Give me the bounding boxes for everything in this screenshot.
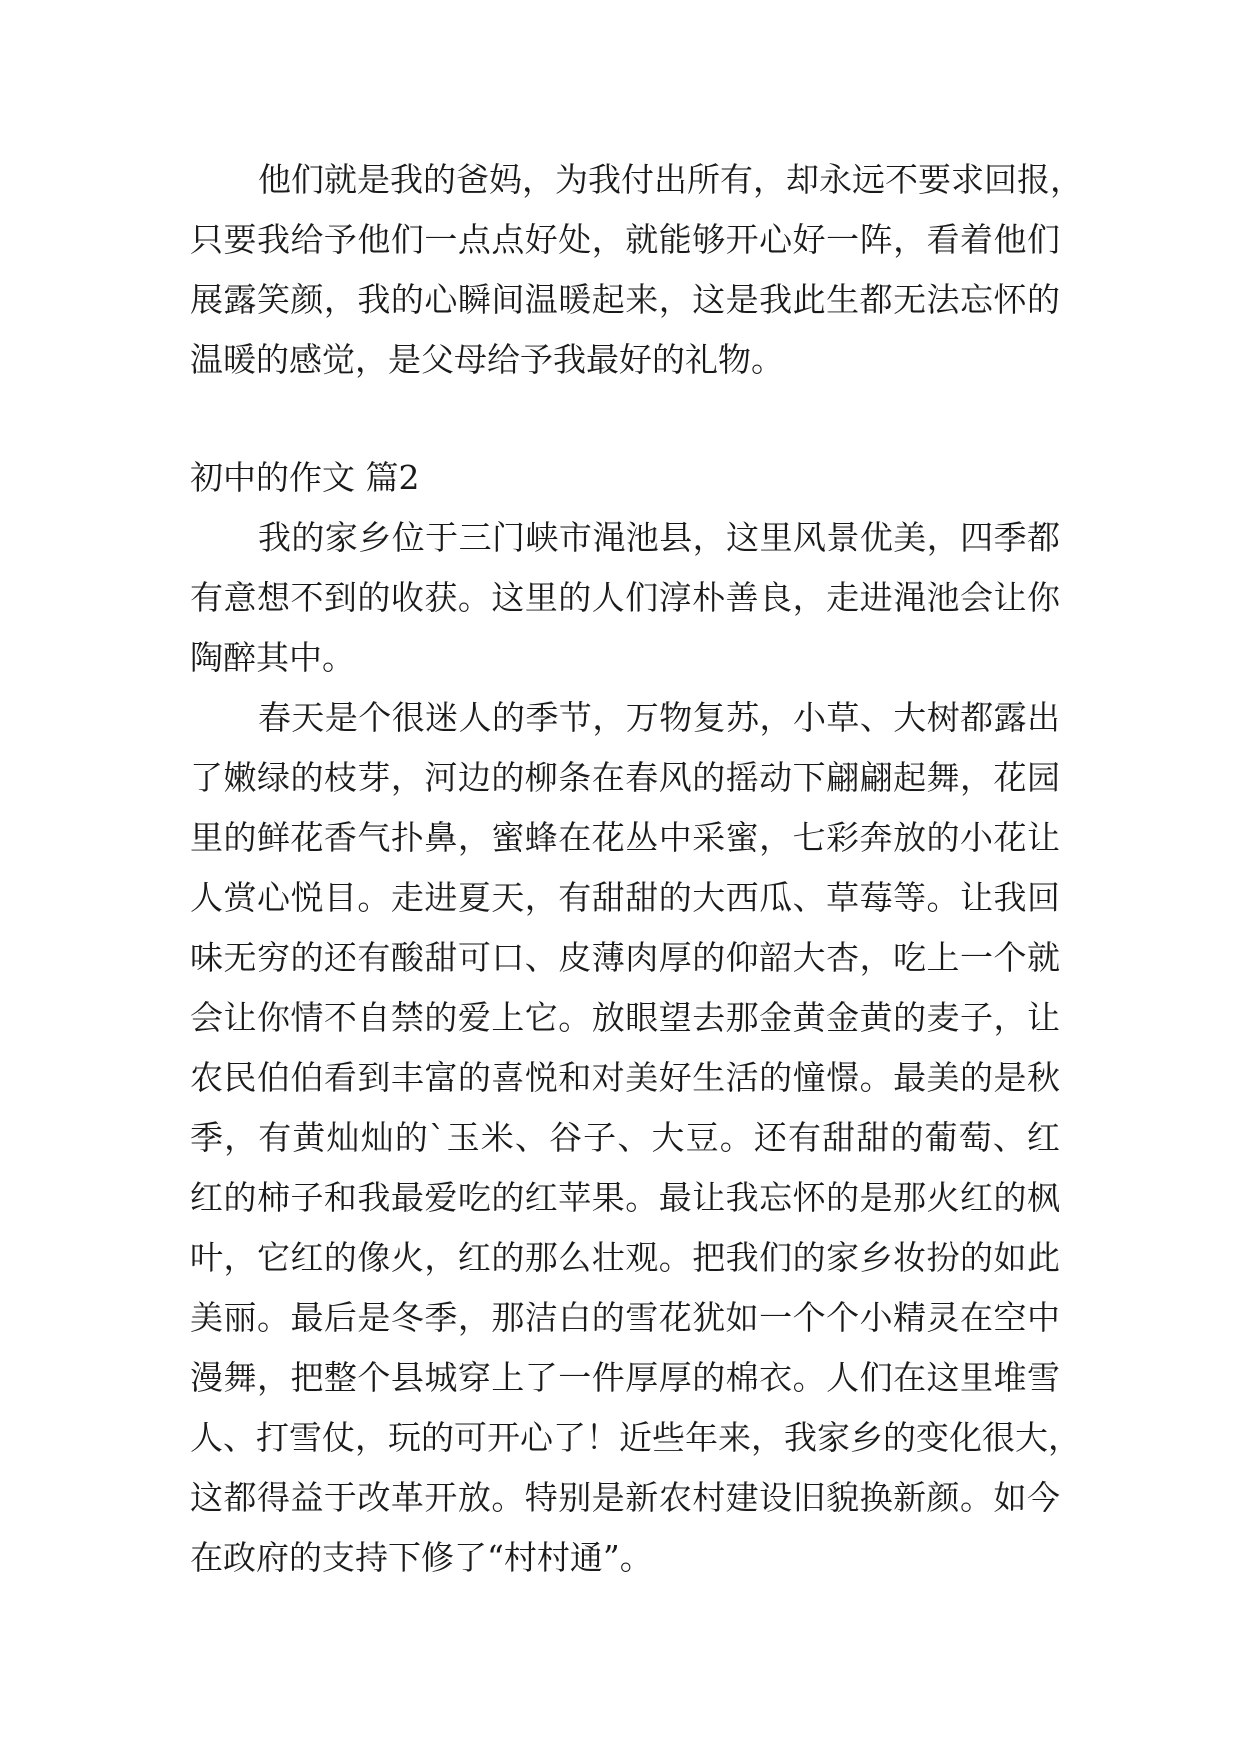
paragraph-3-line-3: 里的鲜花香气扑鼻，蜜蜂在花丛中采蜜，七彩奔放的小花让 xyxy=(190,818,1060,857)
paragraph-3-line-7: 农民伯伯看到丰富的喜悦和对美好生活的憧憬。最美的是秋 xyxy=(190,1058,1060,1097)
paragraph-3-line-15: 在政府的支持下修了“村村通”。 xyxy=(190,1538,653,1577)
paragraph-3-line-8: 季，有黄灿灿的`玉米、谷子、大豆。还有甜甜的葡萄、红 xyxy=(190,1118,1060,1157)
paragraph-1-line-1: 他们就是我的爸妈，为我付出所有，却永远不要求回报， xyxy=(258,160,1083,199)
paragraph-3-line-12: 漫舞，把整个县城穿上了一件厚厚的棉衣。人们在这里堆雪 xyxy=(190,1358,1060,1397)
paragraph-2-line-3: 陶醉其中。 xyxy=(190,638,355,677)
paragraph-3-line-11: 美丽。最后是冬季，那洁白的雪花犹如一个个小精灵在空中 xyxy=(190,1298,1060,1337)
paragraph-3-line-2: 了嫩绿的枝芽，河边的柳条在春风的摇动下翩翩起舞，花园 xyxy=(190,758,1060,797)
paragraph-1-line-3: 展露笑颜，我的心瞬间温暖起来，这是我此生都无法忘怀的 xyxy=(190,280,1060,319)
paragraph-3-line-13: 人、打雪仗，玩的可开心了！近些年来，我家乡的变化很大， xyxy=(190,1418,1081,1457)
paragraph-2-line-2: 有意想不到的收获。这里的人们淳朴善良，走进渑池会让你 xyxy=(190,578,1060,617)
paragraph-3-line-14: 这都得益于改革开放。特别是新农村建设旧貌换新颜。如今 xyxy=(190,1478,1060,1517)
paragraph-3-line-4: 人赏心悦目。走进夏天，有甜甜的大西瓜、草莓等。让我回 xyxy=(190,878,1060,917)
paragraph-3-line-9: 红的柿子和我最爱吃的红苹果。最让我忘怀的是那火红的枫 xyxy=(190,1178,1060,1217)
paragraph-1-line-4: 温暖的感觉，是父母给予我最好的礼物。 xyxy=(190,340,784,379)
paragraph-3-line-10: 叶，它红的像火，红的那么壮观。把我们的家乡妆扮的如此 xyxy=(190,1238,1060,1277)
paragraph-2-line-1: 我的家乡位于三门峡市渑池县，这里风景优美，四季都 xyxy=(258,518,1060,557)
paragraph-3-line-1: 春天是个很迷人的季节，万物复苏，小草、大树都露出 xyxy=(258,698,1060,737)
section-heading: 初中的作文 篇2 xyxy=(190,458,420,497)
paragraph-3-line-5: 味无穷的还有酸甜可口、皮薄肉厚的仰韶大杏，吃上一个就 xyxy=(190,938,1060,977)
paragraph-1-line-2: 只要我给予他们一点点好处，就能够开心好一阵，看着他们 xyxy=(190,220,1060,259)
paragraph-3-line-6: 会让你情不自禁的爱上它。放眼望去那金黄金黄的麦子，让 xyxy=(190,998,1060,1037)
